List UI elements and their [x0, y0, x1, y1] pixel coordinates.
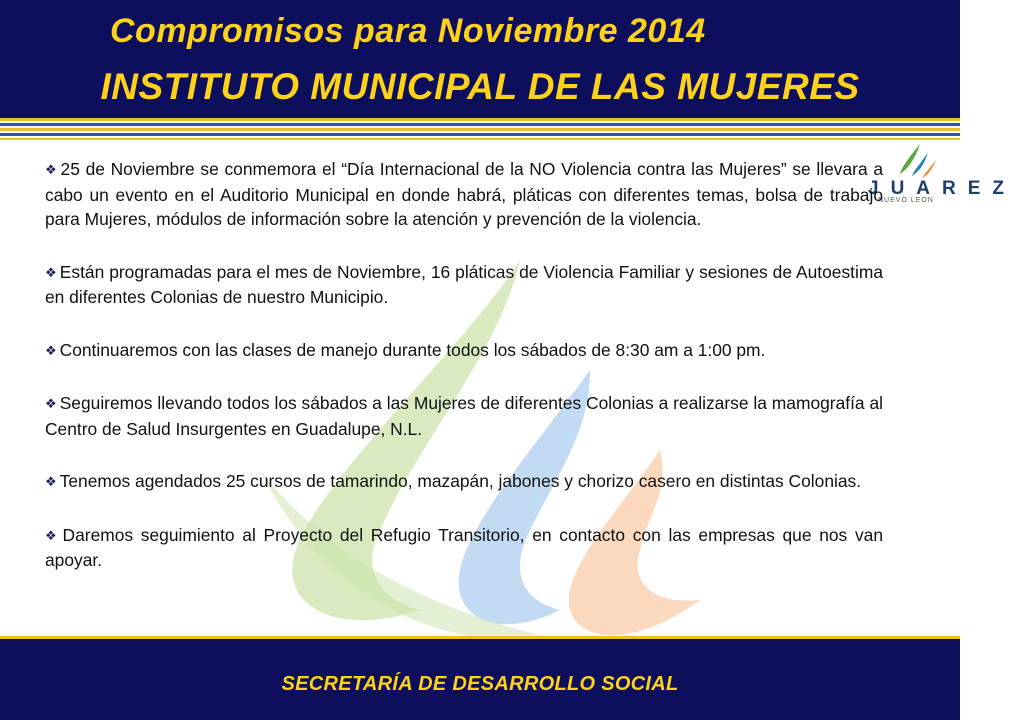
- list-item: [45, 338, 883, 364]
- logo-wordmark: JUAREZ: [868, 178, 1016, 199]
- list-item-text: Seguiremos llevando todos los sábados a las Mujeres de diferentes Colonias a realizarse la mamografía al Centro de Salud Insurgentes en Guadalupe, N.L.: [45, 393, 883, 439]
- list-item: [45, 391, 883, 441]
- list-item-text: Daremos seguimiento al Proyecto del Refugio Transitorio, en contacto con las empresas que nos van apoyar.: [45, 524, 883, 570]
- list-item-text: Están programadas para el mes de Noviembre, 16 pláticas de Violencia Familiar y sesiones de Autoestima en diferentes Colonias de nuestro Municipio.: [45, 261, 883, 307]
- diamond-bullet-icon: ❖: [45, 342, 57, 358]
- diamond-bullet-icon: ❖: [45, 474, 57, 489]
- list-item: [45, 260, 883, 310]
- footer-title: SECRETARÍA DE DESARROLLO SOCIAL: [281, 673, 679, 695]
- diamond-bullet-icon: ❖: [45, 162, 58, 177]
- logo-subtext: NUEVO LEON: [878, 197, 934, 204]
- diamond-bullet-icon: ❖: [45, 264, 57, 280]
- diamond-bullet-icon: ❖: [45, 396, 57, 411]
- list-item: [45, 469, 883, 495]
- list-item: [45, 157, 883, 232]
- list-item-text: 25 de Noviembre se conmemora el “Día Internacional de la NO Violencia contra las Mujeres” se llevara a cabo un evento en el Auditorio Municipal en donde habrá, pláticas con diferentes temas, bolsa de trabajo para Mujeres, módulos de información sobre la atención y prevención de la violencia.: [45, 159, 884, 229]
- slide-title: Compromisos para Noviembre 2014: [110, 12, 706, 50]
- list-item-text: Continuaremos con las clases de manejo durante todos los sábados de 8:30 am a 1:00 pm.: [59, 339, 766, 360]
- list-item: [45, 523, 883, 573]
- list-item-text: Tenemos agendados 25 cursos de tamarindo, mazapán, jabones y chorizo casero en distintas Colonias.: [59, 471, 862, 491]
- diamond-bullet-icon: ❖: [45, 527, 60, 543]
- slide-subtitle: INSTITUTO MUNICIPAL DE LAS MUJERES: [100, 66, 860, 107]
- commitments-list: [45, 157, 883, 601]
